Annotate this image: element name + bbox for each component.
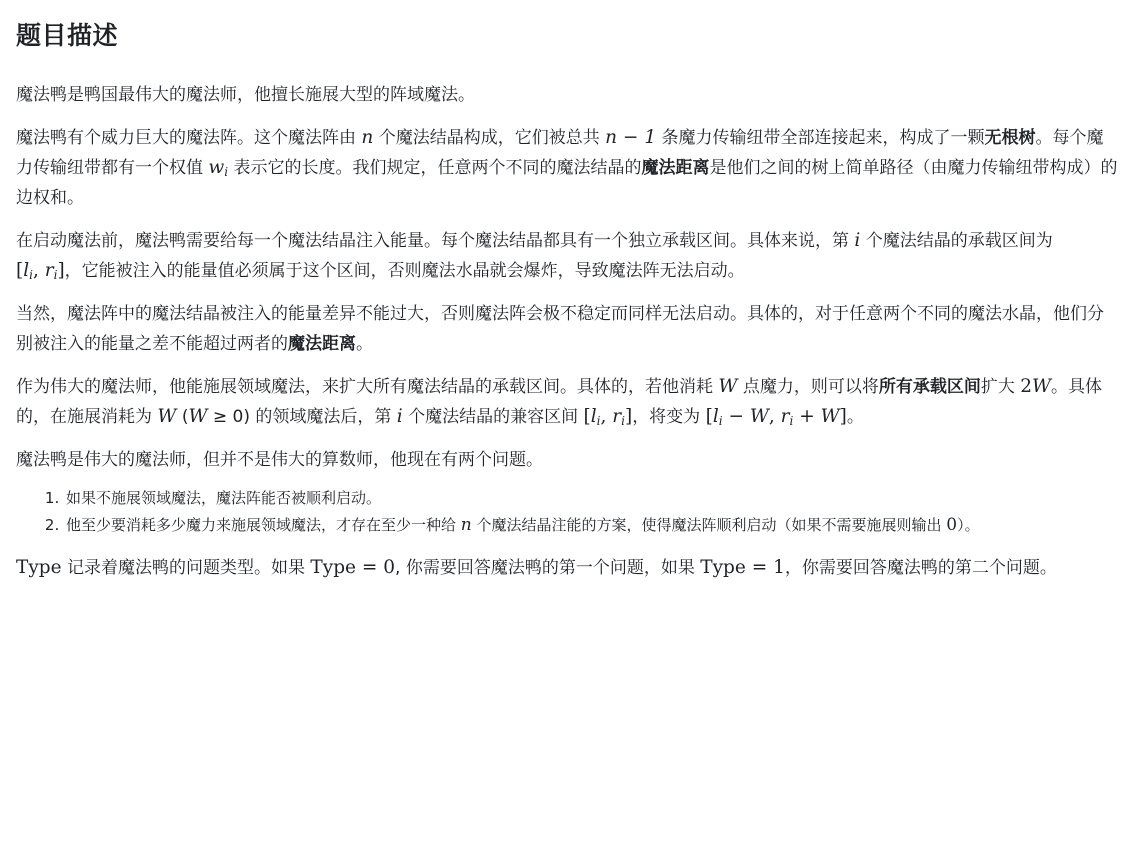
paragraph-type: Type 记录着魔法鸭的问题类型。如果 Type = 0, 你需要回答魔法鸭的第一个问题，如果 Type = 1，你需要回答魔法鸭的第二个问题。 (16, 557, 1057, 578)
math-type-eq-0: Type = 0 (310, 557, 396, 578)
bold-unrooted-tree: 无根树 (984, 128, 1036, 148)
math-n: n (460, 515, 472, 535)
paragraph-magic-array: 魔法鸭有个威力巨大的魔法阵。这个魔法阵由 n 个魔法结晶构成，它们被总共 n − 1 条魔力传输纽带全部连接起来，构成了一颗无根树。每个魔力传输纽带都有一个权值 $w_i$ 表示它的长度。我们规定，任意两个不同的魔法结晶的魔法距离是他们之间的树上简单路径（由魔力传输纽带构成）的边权和。 (16, 127, 1118, 208)
math-interval-l-r: [$l_i$, $r_i$] (16, 260, 65, 282)
bold-all-intervals: 所有承载区间 (878, 377, 981, 397)
bold-magic-distance: 魔法距离 (641, 158, 710, 178)
math-interval-l-r: [$l_i$, $r_i$] (583, 406, 633, 428)
paragraph-two-questions: 魔法鸭是伟大的魔法师，但并不是伟大的算数师，他现在有两个问题。 (16, 450, 543, 470)
section-heading: 题目描述 (16, 21, 119, 50)
math-W: W (157, 406, 177, 427)
paragraph-energy-difference: 当然，魔法阵中的魔法结晶被注入的能量差异不能过大，否则魔法阵会极不稳定而同样无法启动。具体的，对于任意两个不同的魔法水晶，他们分别被注入的能量之差不能超过两者的魔法距离。 (16, 304, 1104, 354)
math-W: W (718, 376, 738, 397)
math-2W: 2W (1020, 376, 1052, 397)
math-n-minus-1: n − 1 (605, 127, 657, 148)
math-type: Type (16, 557, 62, 578)
math-expanded-interval: [$l_i - W$, $r_i + W$] (705, 406, 847, 428)
paragraph-energy-interval: 在启动魔法前，魔法鸭需要给每一个魔法结晶注入能量。每个魔法结晶都具有一个独立承载区间。具体来说，第 i 个魔法结晶的承载区间为 [$l_i$, $r_i$]，它能被注入的能量值必须属于这个区间，否则魔法水晶就会爆炸，导致魔法阵无法启动。 (16, 230, 1053, 282)
paragraph-domain-magic: 作为伟大的魔法师，他能施展领域魔法，来扩大所有魔法结晶的承载区间。具体的，若他消耗 W 点魔力，则可以将所有承载区间扩大 2W。具体的，在施展消耗为 W (W ≥ 0) 的领域魔法后，第 i 个魔法结晶的兼容区间 [$l_i$, $r_i$]，将变为 [$l_i - W$, $r_i + W$]。 (16, 376, 1103, 428)
math-w-i: $w_i$ (208, 157, 229, 179)
math-W-condition: (W ≥ 0) (176, 406, 250, 427)
question-list (16, 485, 1118, 539)
list-item: 2. 他至少要消耗多少魔力来施展领域魔法，才存在至少一种给 n 个魔法结晶注能的方案，使得魔法阵顺利启动（如果不需要施展则输出 0）。 (64, 512, 1118, 539)
math-i: i (396, 406, 403, 427)
math-n: n (361, 127, 374, 148)
math-type-eq-1: Type = 1 (700, 557, 785, 578)
list-item: 1. 如果不施展领域魔法，魔法阵能否被顺利启动。 (64, 485, 1118, 512)
math-i: i (854, 230, 861, 251)
paragraph-intro: 魔法鸭是鸭国最伟大的魔法师，他擅长施展大型的阵域魔法。 (16, 85, 475, 105)
bold-magic-distance: 魔法距离 (288, 334, 356, 354)
math-zero: 0 (946, 515, 958, 535)
